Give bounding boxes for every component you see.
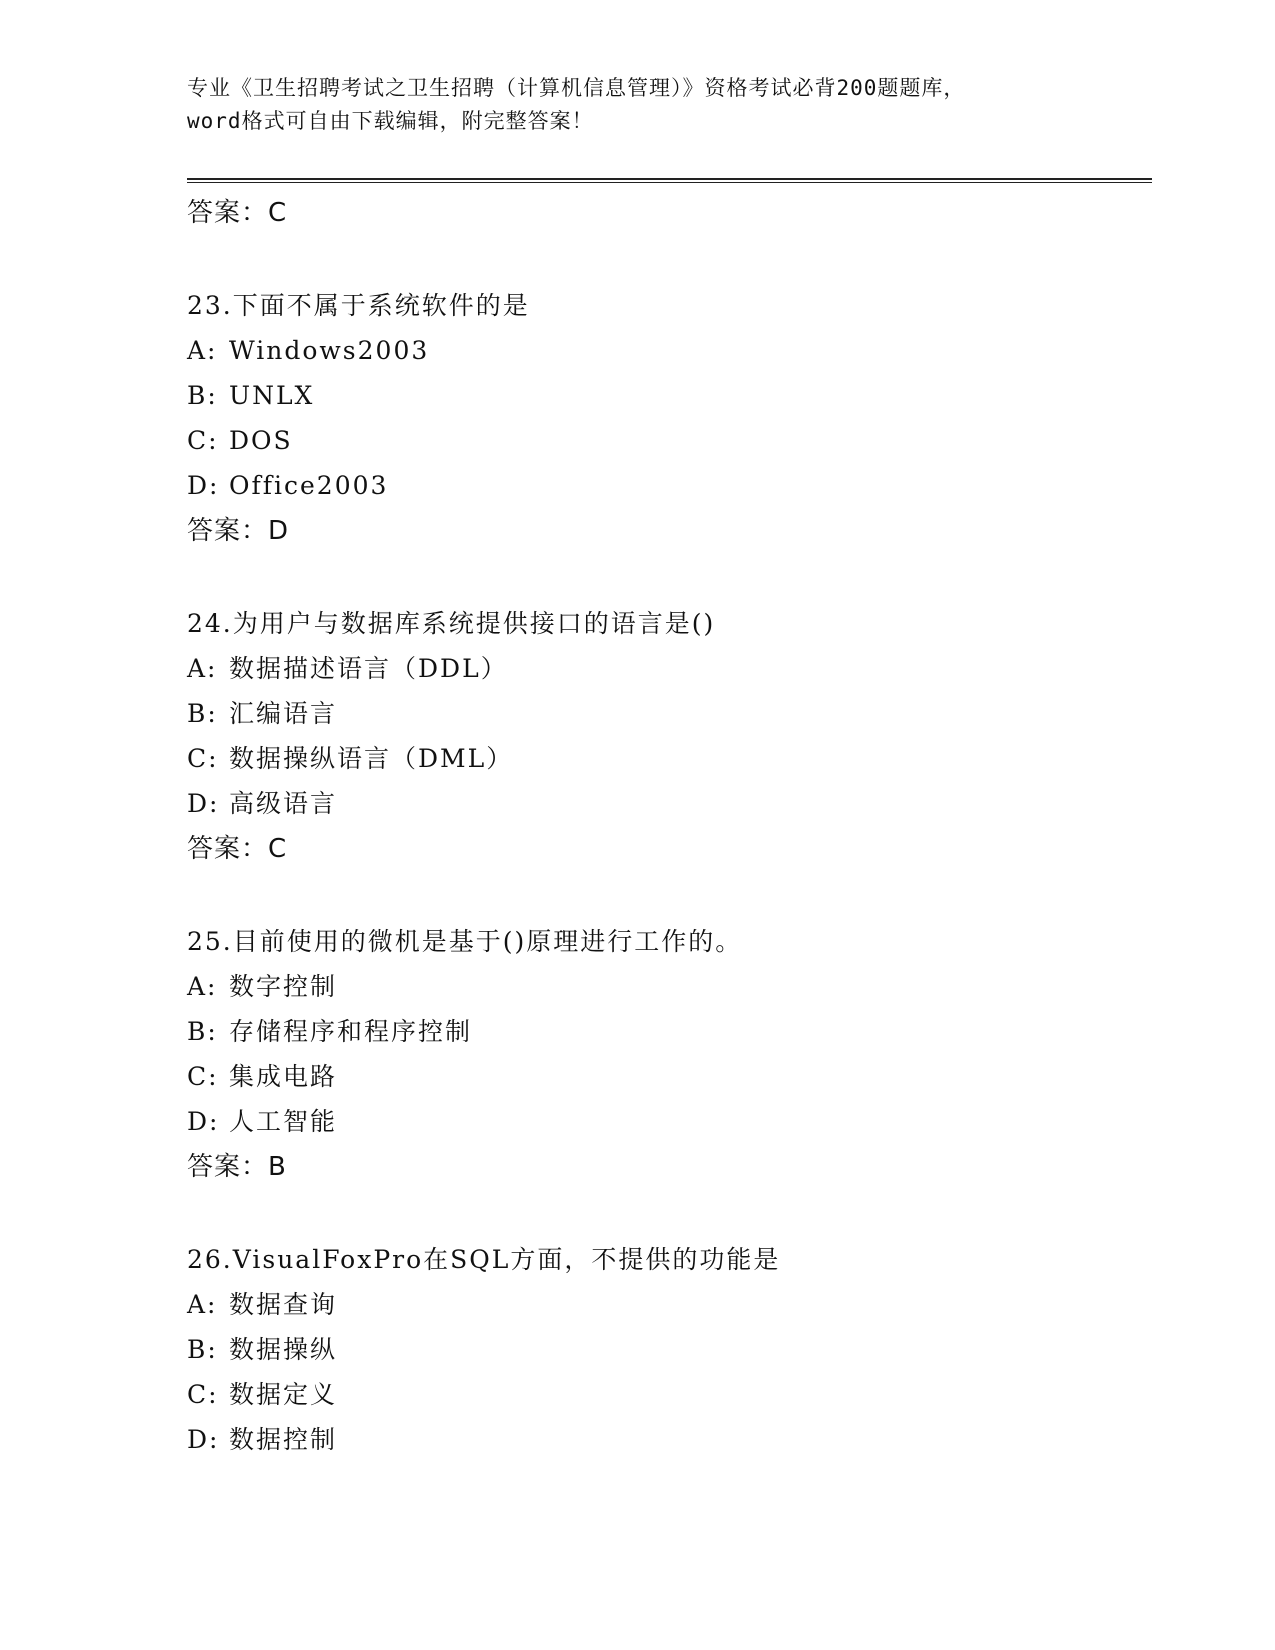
question-block (187, 919, 1152, 1190)
option-letter: C: (187, 744, 219, 773)
option-b (187, 1327, 1152, 1372)
option-text: DOS (229, 426, 293, 455)
question-text: 24.为用户与数据库系统提供接口的语言是() (187, 609, 716, 638)
option-a (187, 964, 1152, 1009)
option-c (187, 418, 1152, 463)
question-text: 25.目前使用的微机是基于()原理进行工作的。 (187, 927, 743, 956)
option-letter: C: (187, 1062, 219, 1091)
question-text: 26.VisualFoxPro在SQL方面，不提供的功能是 (187, 1245, 781, 1274)
option-letter: B: (187, 1017, 218, 1046)
option-c (187, 1372, 1152, 1417)
option-d (187, 463, 1152, 508)
option-letter: A: (187, 336, 218, 365)
question-text: 23.下面不属于系统软件的是 (187, 291, 530, 320)
option-text: 人工智能 (229, 1107, 338, 1136)
option-text: 集成电路 (229, 1062, 338, 1091)
option-b (187, 1009, 1152, 1054)
option-text: 数据定义 (229, 1380, 338, 1409)
option-text: 存储程序和程序控制 (229, 1017, 473, 1046)
option-letter: A: (187, 1290, 218, 1319)
option-text: UNLX (229, 381, 315, 410)
option-text: 数据控制 (229, 1425, 338, 1454)
answer-text: 答案：D (187, 516, 290, 546)
option-text: 数据操纵语言（DML） (229, 744, 514, 773)
question-block (187, 283, 1152, 554)
option-text: 数据操纵 (229, 1335, 338, 1364)
answer-text: 答案：C (187, 834, 288, 864)
answer-text: 答案：B (187, 1152, 287, 1182)
option-letter: C: (187, 426, 219, 455)
option-d (187, 1417, 1152, 1462)
question-block (187, 601, 1152, 872)
option-letter: C: (187, 1380, 219, 1409)
option-letter: B: (187, 699, 218, 728)
option-letter: D: (187, 1425, 220, 1454)
option-a (187, 1282, 1152, 1327)
option-d (187, 1099, 1152, 1144)
option-letter: D: (187, 471, 220, 500)
option-text: 高级语言 (229, 789, 338, 818)
option-text: Office2003 (229, 471, 389, 500)
option-letter: B: (187, 381, 218, 410)
option-text: 数字控制 (229, 972, 338, 1001)
option-text: 汇编语言 (229, 699, 338, 728)
option-letter: B: (187, 1335, 218, 1364)
document-header (187, 72, 1087, 138)
option-b (187, 691, 1152, 736)
option-a (187, 328, 1152, 373)
option-letter: D: (187, 789, 220, 818)
option-text: 数据查询 (229, 1290, 338, 1319)
header-line-1: 专业《卫生招聘考试之卫生招聘（计算机信息管理）》资格考试必背200题题库， (187, 76, 966, 100)
option-text: Windows2003 (229, 336, 430, 365)
previous-answer: 答案：C (187, 198, 288, 228)
option-text: 数据描述语言（DDL） (229, 654, 508, 683)
option-letter: A: (187, 972, 218, 1001)
option-letter: D: (187, 1107, 220, 1136)
question-list (187, 190, 1152, 1462)
header-divider (187, 178, 1152, 183)
option-a (187, 646, 1152, 691)
option-c (187, 1054, 1152, 1099)
option-letter: A: (187, 654, 218, 683)
option-b (187, 373, 1152, 418)
option-c (187, 736, 1152, 781)
option-d (187, 781, 1152, 826)
question-block (187, 1237, 1152, 1462)
header-line-2: word格式可自由下载编辑，附完整答案！ (187, 109, 594, 133)
